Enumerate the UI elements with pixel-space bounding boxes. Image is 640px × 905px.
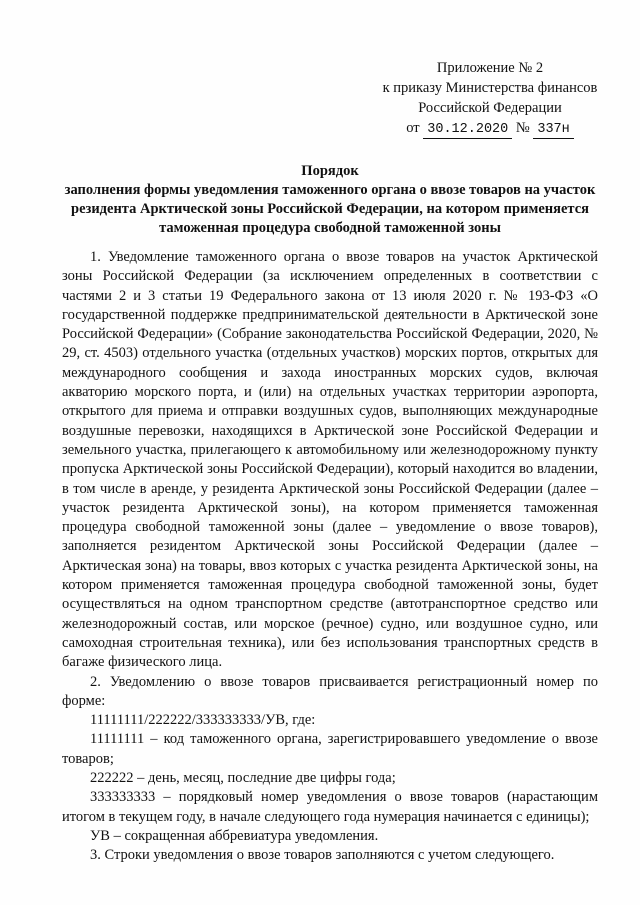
order-prefix: от — [406, 120, 420, 136]
format-part-customs-code: 11111111 – код таможенного органа, зарегистрировавшего уведомление о ввозе товаров; — [62, 731, 598, 767]
paragraph-3: 3. Строки уведомления о ввозе товаров заполняются с учетом следующего. — [90, 847, 555, 864]
appendix-authority: Российской Федерации — [418, 100, 562, 116]
document-body — [62, 248, 598, 866]
document-title: Порядок — [301, 163, 359, 179]
format-part-sequence-number: 333333333 – порядковый номер уведомления о ввозе товаров (нарастающим итогом в текущем году, в начале следующего года нумерация начинается с единицы); — [62, 789, 598, 825]
document-title-block — [60, 162, 600, 238]
order-number-sign: № — [515, 120, 530, 136]
document-subtitle: заполнения формы уведомления таможенного органа о ввозе товаров на участок резидента Арктической зоны Российской Федерации, на котором применяется таможенная процедура свободной таможенной зоны — [64, 182, 596, 236]
paragraph-1: 1. Уведомление таможенного органа о ввозе товаров на участок Арктической зоны Российской Федерации (за исключением определенных в соответствии с частями 2 и 3 статьи 19 Федерального закона от 13 июля 2020 г. № 193-ФЗ «О государственной поддержке предпринимательской деятельности в Арктической зоне Российской Федерации» (Собрание законодательства Российской Федерации, 2020, № 29, ст. 4503) отдельного участка (отдельных участков) морских портов, открытых для международного сообщения и захода иностранных морских судов, включая акваторию морского порта, и (или) на отдельных участках территории аэропорта, открытого для приема и отправки воздушных судов, выполняющих международные воздушные перевозки, находящихся в Арктической зоне Российской Федерации и земельного участка, прилегающего к автомобильному или железнодорожному пункту пропуска Арктической зоны Российской Федерации), который находится во владении, в том числе в аренде, у резидента Арктической зоны Российской Федерации (далее – участок резидента Арктической зоны), на котором применяется таможенная процедура свободной таможенной зоны (далее – уведомление о ввозе товаров), заполняется резидентом Арктической зоны Российской Федерации (далее – Арктическая зона) на товары, ввоз которых с участка резидента Арктической зоны, на котором применяется таможенная процедура свободной таможенной зоны, будет осуществляться на одном транспортном средстве (автотранспортное средство или железнодорожный состав, или морское (речное) судно, или воздушное судно, или самоходная строительная техника), или без использования транспортных средств в багаже физического лица. — [62, 249, 598, 671]
appendix-header — [360, 58, 620, 139]
appendix-order-line — [360, 118, 620, 139]
order-date: 30.12.2020 — [423, 122, 512, 139]
order-number: 337н — [533, 122, 573, 139]
registration-number-format: 11111111/222222/333333333/УВ, где: — [90, 712, 316, 729]
appendix-number: Приложение № 2 — [436, 60, 544, 76]
appendix-order-reference: к приказу Министерства финансов — [382, 80, 598, 96]
format-part-abbreviation: УВ – сокращенная аббревиатура уведомления. — [90, 827, 379, 844]
format-part-date: 222222 – день, месяц, последние две цифры года; — [90, 770, 396, 787]
paragraph-2: 2. Уведомлению о ввозе товаров присваивается регистрационный номер по форме: — [62, 673, 598, 709]
